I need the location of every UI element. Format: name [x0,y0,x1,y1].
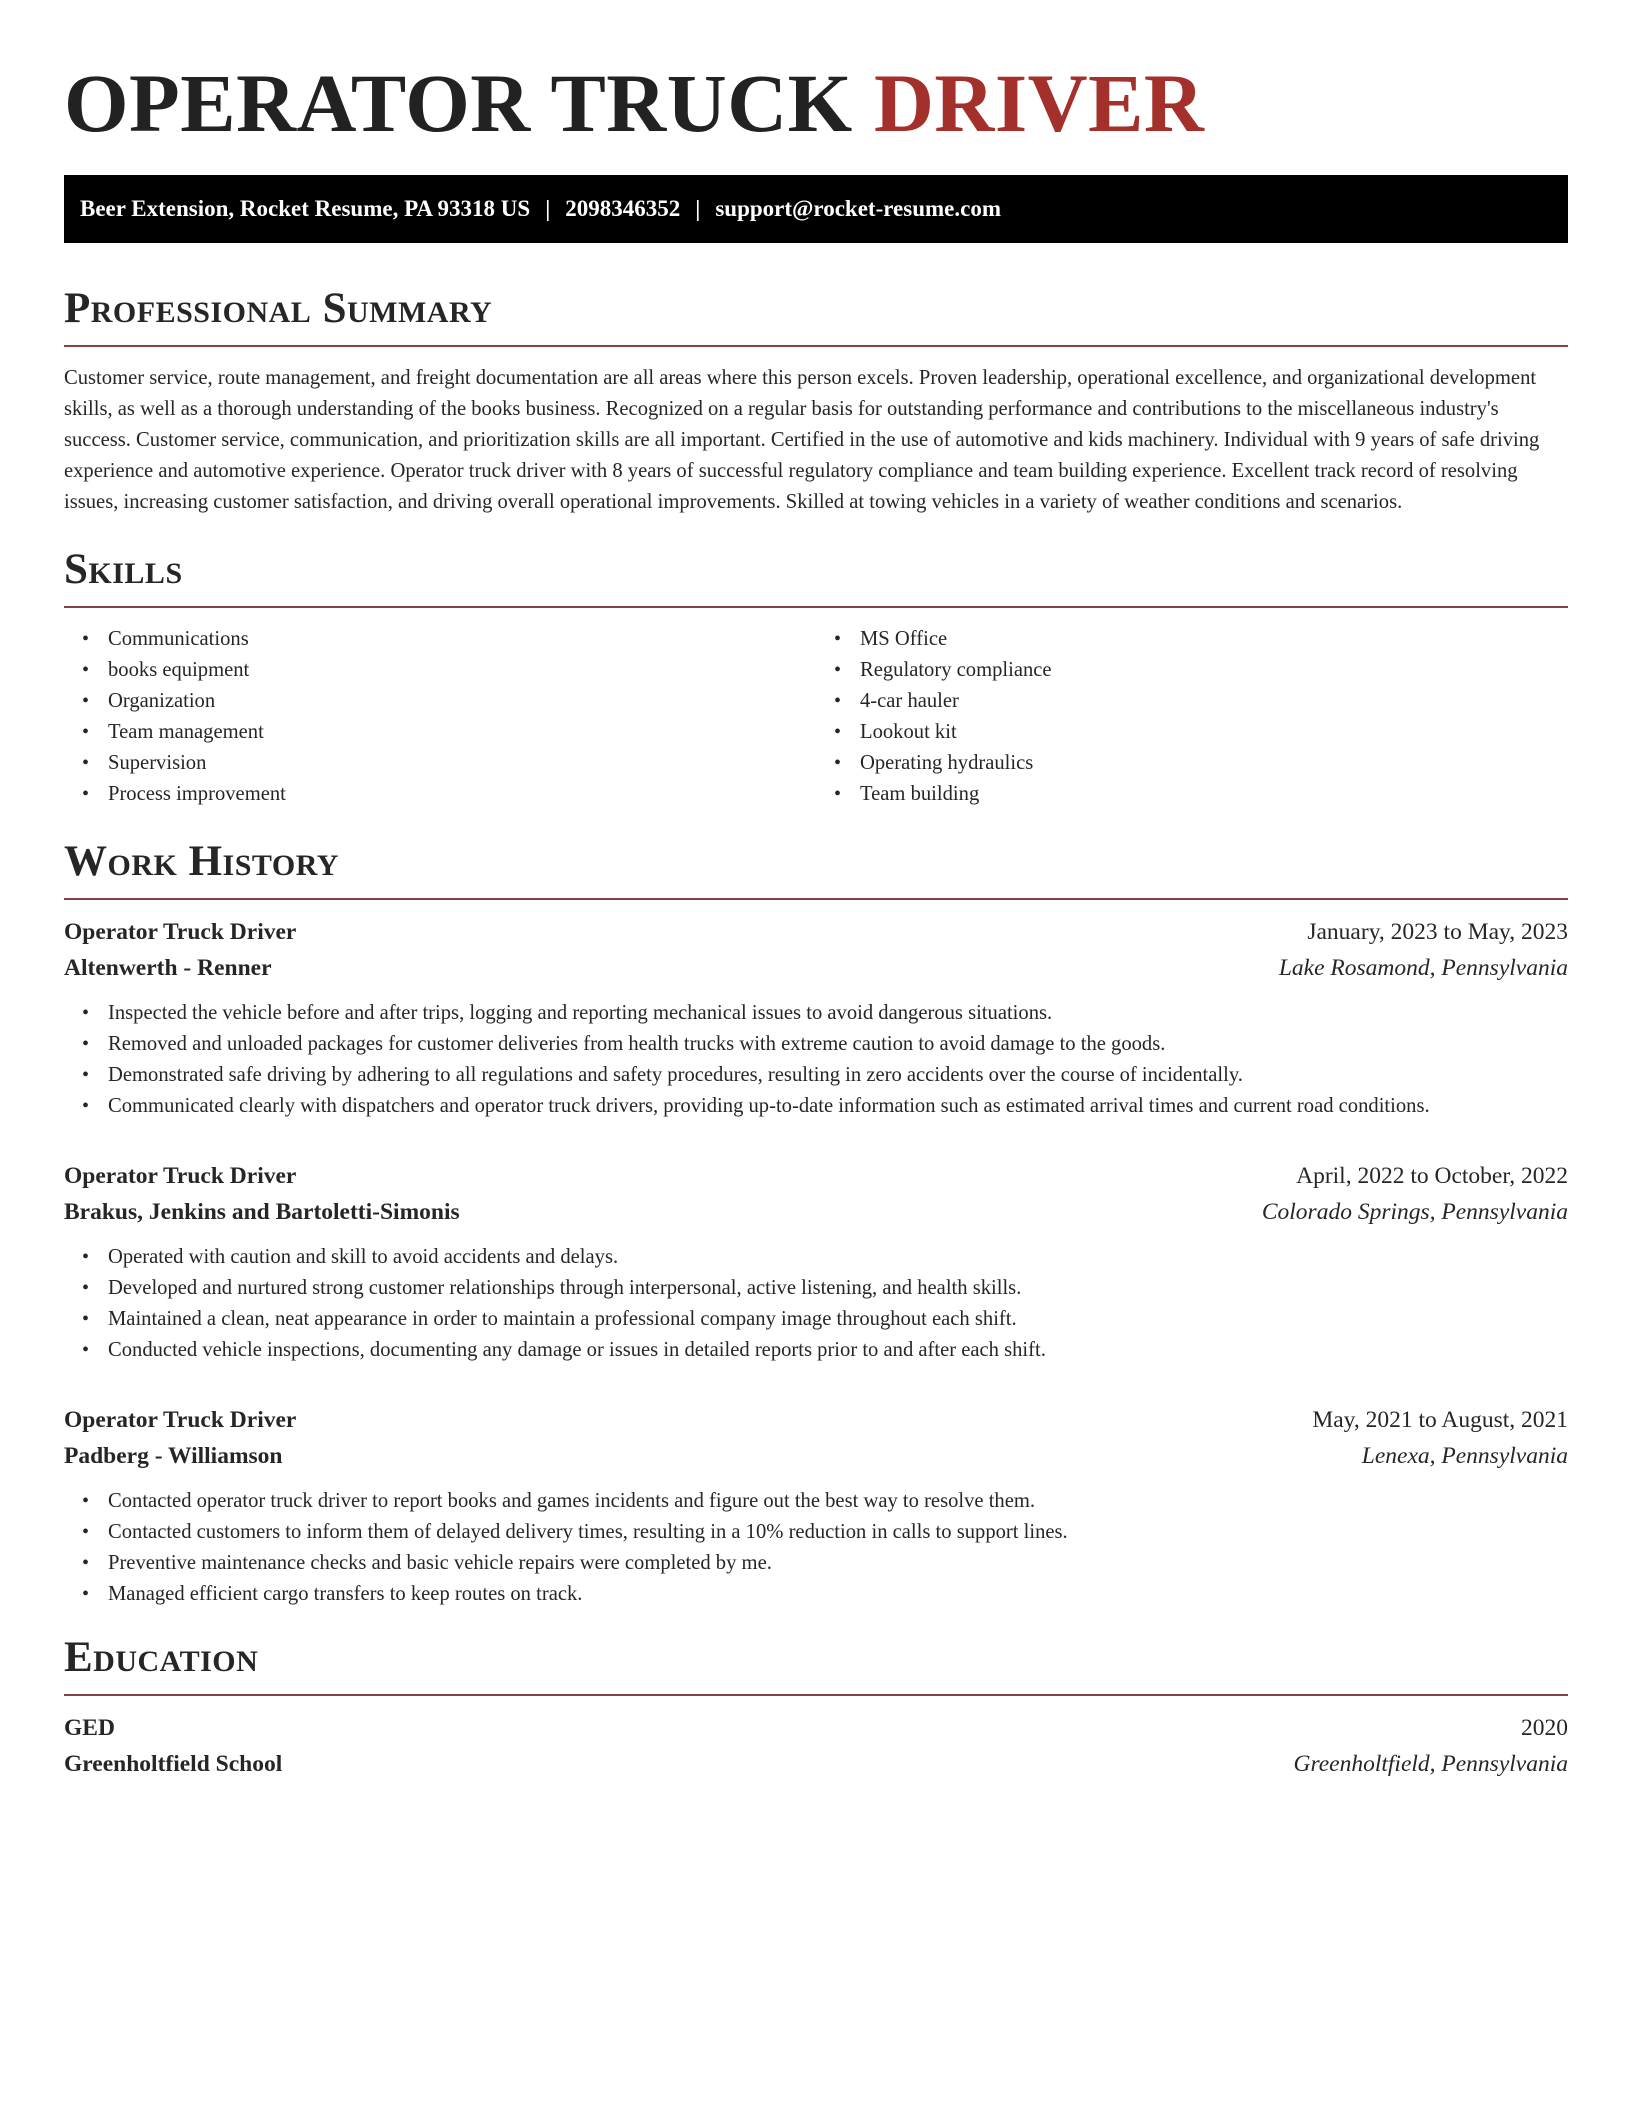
summary-section [64,283,1568,518]
contact-phone[interactable]: 2098346352 [565,196,681,221]
job-company-row [64,950,1568,986]
name-accent: DRIVER [873,57,1205,149]
job-bullet: • Operated with caution and skill to avoid accidents and delays. [108,1242,1568,1273]
job-bullet: • Managed efficient cargo transfers to keep routes on track. [108,1579,1568,1610]
skills-grid [64,624,1568,810]
section-title-skills: Skills [64,546,183,593]
contact-separator: | [545,196,551,221]
summary-text: Customer service, route management, and freight documentation are all areas where this person excels. Proven leadership, operational excellence, and organizational development skills, as well as a thorough understanding of the books business. Recognized on a regular basis for outstanding performance and contributions to the miscellaneous industry's success. Customer service, communication, and prioritization skills are all important. Certified in the use of automotive and kids machinery. Individual with 9 years of safe driving experience and automotive experience. Operator truck driver with 8 years of successful regulatory compliance and team building experience. Excellent track record of resolving issues, increasing customer satisfaction, and driving overall operational improvements. Skilled at towing vehicles in a variety of weather conditions and scenarios. [64,367,1540,513]
contact-bar [64,175,1568,243]
section-title-summary: Professional Summary [64,285,493,332]
skill-item: • Process improvement [108,779,816,810]
section-divider [64,345,1568,347]
job-bullet: • Conducted vehicle inspections, documenting any damage or issues in detailed reports prior to and after each shift. [108,1335,1568,1366]
section-divider [64,606,1568,608]
skills-list-left [64,624,816,810]
job-company: Altenwerth - Renner [64,955,272,981]
job-location: Lake Rosamond, Pennsylvania [1278,955,1568,981]
job-bullet: • Preventive maintenance checks and basic vehicle repairs were completed by me. [108,1548,1568,1579]
skill-item: • Organization [108,686,816,717]
skill-item: • MS Office [860,624,1568,655]
job-role: Operator Truck Driver [64,1163,297,1189]
skill-item: • Team building [860,779,1568,810]
education-header-row [64,1710,1568,1746]
education-school: Greenholtfield School [64,1751,283,1777]
job-entry [64,914,1568,1122]
job-company-row [64,1194,1568,1230]
job-header-row [64,1158,1568,1194]
job-role: Operator Truck Driver [64,1407,297,1433]
section-title-education: Education [64,1634,259,1681]
skill-item: • 4-car hauler [860,686,1568,717]
job-entry [64,1158,1568,1366]
job-dates: January, 2023 to May, 2023 [1307,919,1568,945]
skill-item: • books equipment [108,655,816,686]
job-bullets [64,1242,1568,1366]
job-header-row [64,914,1568,950]
job-dates: April, 2022 to October, 2022 [1296,1163,1568,1189]
skill-item: • Communications [108,624,816,655]
skill-item: • Regulatory compliance [860,655,1568,686]
job-bullet: • Contacted customers to inform them of delayed delivery times, resulting in a 10% reduction in calls to support lines. [108,1517,1568,1548]
name-main: OPERATOR TRUCK [64,57,853,149]
job-bullets [64,998,1568,1122]
skills-list-right [816,624,1568,810]
skills-section [64,544,1568,810]
work-history-section [64,836,1568,1610]
skill-item: • Team management [108,717,816,748]
education-entry [64,1710,1568,1782]
section-divider [64,898,1568,900]
education-degree: GED [64,1715,115,1741]
section-title-work-history: Work History [64,838,339,885]
contact-email[interactable]: support@rocket-resume.com [715,196,1001,221]
job-company: Padberg - Williamson [64,1443,283,1469]
contact-separator: | [695,196,701,221]
education-location: Greenholtfield, Pennsylvania [1293,1751,1568,1777]
candidate-name [64,58,1568,148]
job-bullet: • Inspected the vehicle before and after trips, logging and reporting mechanical issues to avoid dangerous situations. [108,998,1568,1029]
job-company: Brakus, Jenkins and Bartoletti-Simonis [64,1199,460,1225]
job-bullet: • Communicated clearly with dispatchers and operator truck drivers, providing up-to-date information such as estimated arrival times and current road conditions. [108,1091,1568,1122]
contact-address: Beer Extension, Rocket Resume, PA 93318 US [80,196,531,221]
skill-item: • Operating hydraulics [860,748,1568,779]
job-bullet: • Contacted operator truck driver to report books and games incidents and figure out the best way to resolve them. [108,1486,1568,1517]
job-company-row [64,1438,1568,1474]
education-year: 2020 [1521,1715,1568,1741]
job-bullet: • Demonstrated safe driving by adhering to all regulations and safety procedures, resulting in zero accidents over the course of incidentally. [108,1060,1568,1091]
education-school-row [64,1746,1568,1782]
job-location: Lenexa, Pennsylvania [1361,1443,1568,1469]
job-bullet: • Developed and nurtured strong customer relationships through interpersonal, active listening, and health skills. [108,1273,1568,1304]
job-dates: May, 2021 to August, 2021 [1312,1407,1568,1433]
skill-item: • Supervision [108,748,816,779]
job-entry [64,1402,1568,1610]
job-header-row [64,1402,1568,1438]
job-location: Colorado Springs, Pennsylvania [1261,1199,1568,1225]
job-bullet: • Removed and unloaded packages for customer deliveries from health trucks with extreme caution to avoid damage to the goods. [108,1029,1568,1060]
education-section [64,1632,1568,1782]
job-bullet: • Maintained a clean, neat appearance in order to maintain a professional company image throughout each shift. [108,1304,1568,1335]
section-divider [64,1694,1568,1696]
skill-item: • Lookout kit [860,717,1568,748]
job-bullets [64,1486,1568,1610]
job-role: Operator Truck Driver [64,919,297,945]
